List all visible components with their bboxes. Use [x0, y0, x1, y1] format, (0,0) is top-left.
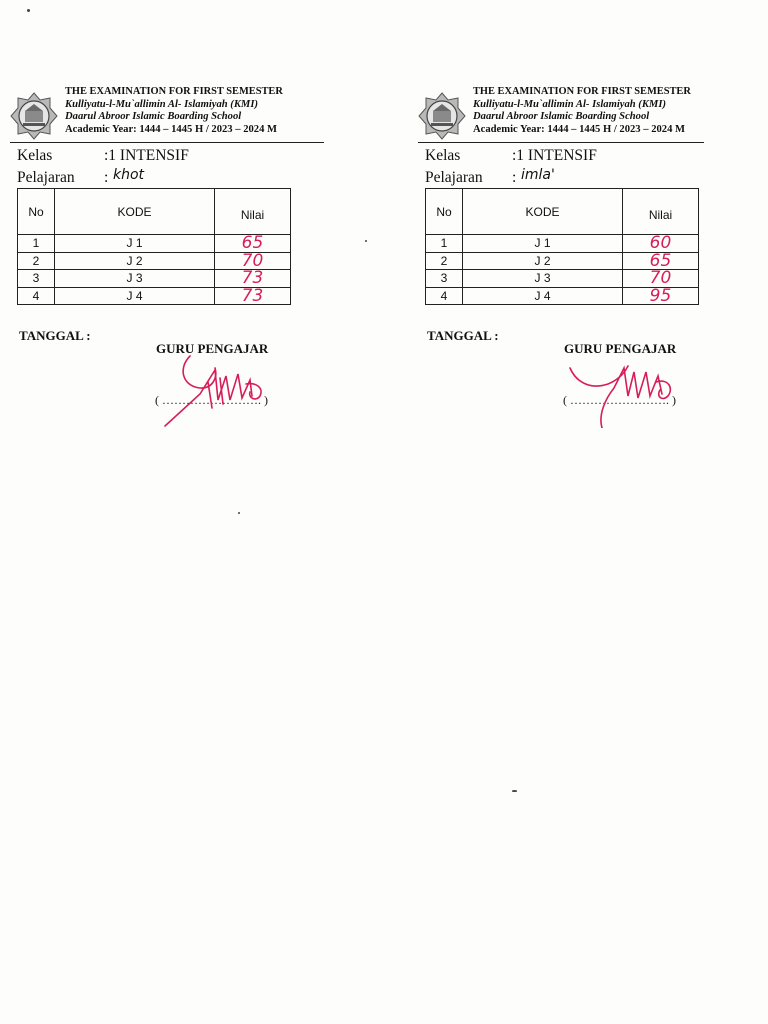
col-nilai: Nilai: [215, 189, 291, 235]
col-no: No: [18, 189, 55, 235]
institution-name: Kulliyatu-l-Mu`allimin Al- Islamiyah (KMI): [65, 98, 258, 110]
exam-title: THE EXAMINATION FOR FIRST SEMESTER: [473, 86, 691, 97]
row-no: 4: [18, 287, 55, 305]
row-nilai: 70: [215, 252, 291, 270]
table-row: [18, 252, 291, 270]
row-no: 2: [426, 252, 463, 270]
col-nilai: Nilai: [623, 189, 699, 235]
exam-header: [65, 86, 283, 137]
pelajaran-colon: :: [104, 169, 109, 186]
academic-year: Academic Year: 1444 – 1445 H / 2023 – 2024 M: [473, 124, 686, 136]
table-row: [426, 270, 699, 288]
kelas-label: Kelas: [425, 147, 461, 164]
row-nilai: 65: [623, 252, 699, 270]
row-nilai: 70: [623, 270, 699, 288]
header-divider: [418, 142, 704, 143]
table-header-row: [426, 189, 699, 235]
grades-table: [425, 188, 699, 305]
row-kode: J 3: [463, 270, 623, 288]
row-no: 1: [426, 235, 463, 253]
scan-speck: [512, 790, 517, 792]
exam-title: THE EXAMINATION FOR FIRST SEMESTER: [65, 86, 283, 97]
pelajaran-label: Pelajaran: [425, 169, 483, 186]
row-kode: J 4: [55, 287, 215, 305]
kelas-row: [425, 147, 597, 165]
kelas-value: :1 INTENSIF: [104, 147, 189, 164]
academic-year: Academic Year: 1444 – 1445 H / 2023 – 2024 M: [65, 124, 278, 136]
guru-pengajar-label: GURU PENGAJAR: [564, 341, 677, 356]
row-nilai: 95: [623, 287, 699, 305]
scan-speck: [238, 512, 240, 514]
row-kode: J 4: [463, 287, 623, 305]
teacher-signature: [160, 348, 270, 428]
row-kode: J 2: [463, 252, 623, 270]
row-kode: J 1: [463, 235, 623, 253]
pelajaran-row: [425, 167, 555, 187]
table-row: [18, 287, 291, 305]
pelajaran-row: [17, 167, 145, 187]
scan-speck: [27, 9, 30, 12]
row-kode: J 2: [55, 252, 215, 270]
guru-pengajar-label: GURU PENGAJAR: [156, 341, 269, 356]
row-no: 4: [426, 287, 463, 305]
teacher-signature: [568, 348, 678, 428]
pelajaran-label: Pelajaran: [17, 169, 75, 186]
row-nilai: 60: [623, 235, 699, 253]
row-nilai: 73: [215, 270, 291, 288]
school-logo-icon: [10, 92, 58, 140]
table-row: [426, 235, 699, 253]
tanggal-label: TANGGAL :: [19, 328, 91, 343]
row-no: 2: [18, 252, 55, 270]
row-nilai: 73: [215, 287, 291, 305]
pelajaran-value: khot: [113, 167, 145, 183]
table-row: [426, 252, 699, 270]
col-kode: KODE: [463, 189, 623, 235]
tanggal-label: TANGGAL :: [427, 328, 499, 343]
pelajaran-colon: :: [512, 169, 517, 186]
row-kode: J 3: [55, 270, 215, 288]
row-nilai: 65: [215, 235, 291, 253]
table-header-row: [18, 189, 291, 235]
grades-table: [17, 188, 291, 305]
school-name: Daarul Abroor Islamic Boarding School: [65, 111, 242, 123]
table-row: [18, 235, 291, 253]
pelajaran-value: imla': [521, 167, 555, 183]
col-no: No: [426, 189, 463, 235]
school-name: Daarul Abroor Islamic Boarding School: [473, 111, 650, 123]
institution-name: Kulliyatu-l-Mu`allimin Al- Islamiyah (KMI): [473, 98, 666, 110]
header-divider: [10, 142, 324, 143]
signature-line: ( ……………………. ): [563, 393, 676, 407]
row-no: 3: [18, 270, 55, 288]
kelas-label: Kelas: [17, 147, 53, 164]
row-no: 1: [18, 235, 55, 253]
exam-header: [473, 86, 691, 137]
table-row: [426, 287, 699, 305]
signature-line: ( ……………………. ): [155, 393, 268, 407]
kelas-row: [17, 147, 189, 165]
col-kode: KODE: [55, 189, 215, 235]
kelas-value: :1 INTENSIF: [512, 147, 597, 164]
school-logo-icon: [418, 92, 466, 140]
table-row: [18, 270, 291, 288]
scan-speck: [365, 240, 367, 242]
row-no: 3: [426, 270, 463, 288]
row-kode: J 1: [55, 235, 215, 253]
